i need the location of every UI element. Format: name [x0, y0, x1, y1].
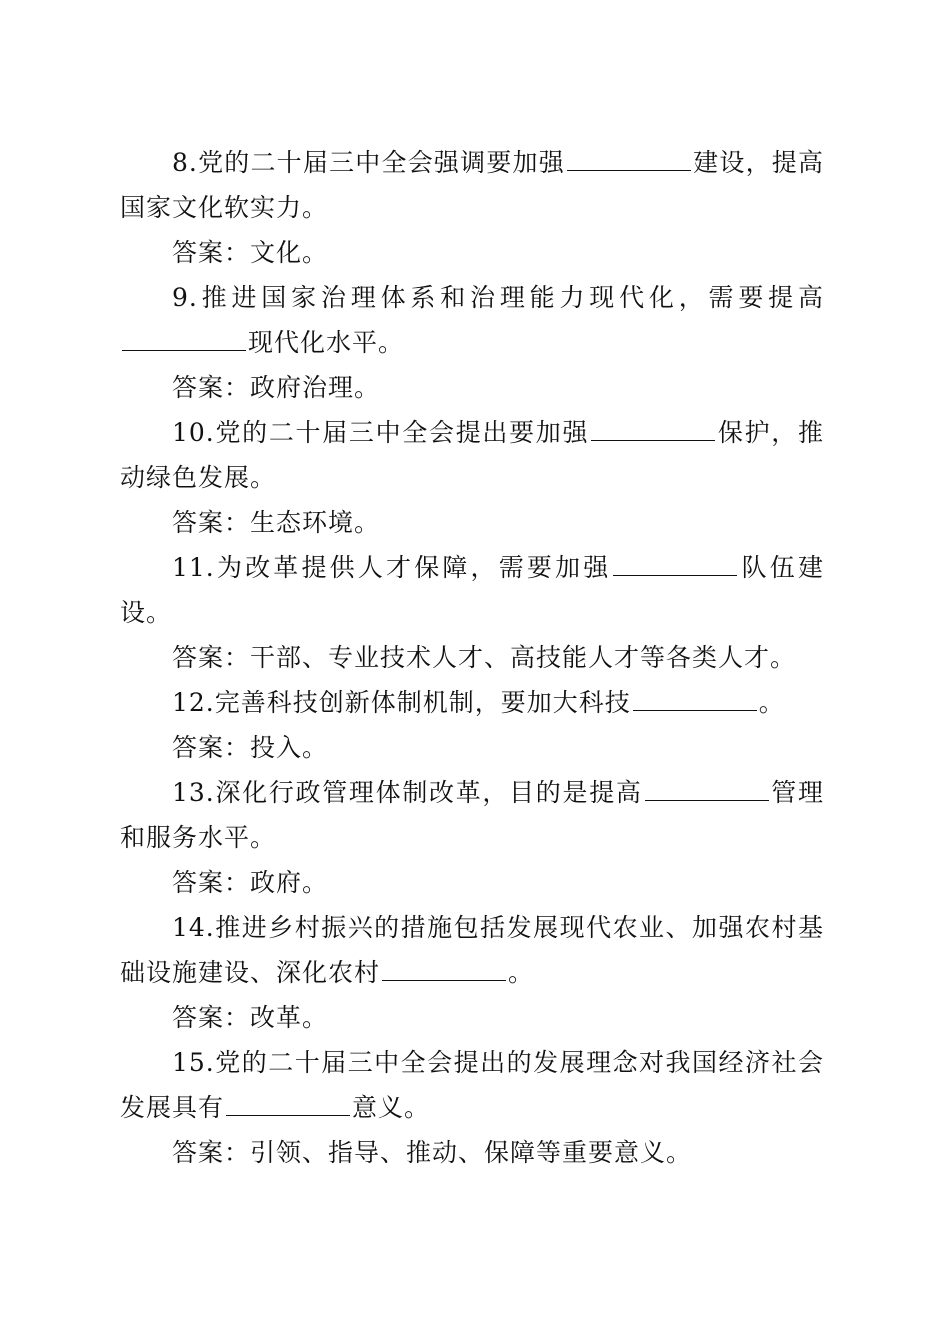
question-number: 12. [172, 688, 215, 717]
answer-blank [122, 326, 246, 351]
question-text-after: 现代化水平。 [248, 328, 405, 357]
question-9 [120, 275, 824, 365]
answer-label: 答案： [172, 508, 251, 537]
answer-14 [120, 995, 824, 1040]
answer-blank [633, 686, 757, 711]
question-number: 15. [172, 1048, 215, 1077]
answer-blank [591, 416, 715, 441]
answer-label: 答案： [172, 868, 251, 897]
question-text-after: 意义。 [352, 1093, 431, 1122]
question-text-before: 党的二十届三中全会强调要加强 [197, 148, 565, 177]
question-number: 11. [172, 553, 215, 582]
answer-blank [567, 146, 691, 171]
answer-text: 政府治理。 [250, 373, 381, 402]
answer-blank [226, 1091, 350, 1116]
answer-12 [120, 725, 824, 770]
answer-15 [120, 1130, 824, 1175]
question-text-before: 深化行政管理体制改革，目的是提高 [214, 778, 643, 807]
question-text-before: 推进国家治理体系和治理能力现代化，需要提高 [197, 283, 824, 312]
answer-10 [120, 500, 824, 545]
answer-9 [120, 365, 824, 410]
question-text-before: 为改革提供人才保障，需要加强 [214, 553, 612, 582]
answer-text: 投入。 [250, 733, 329, 762]
question-15 [120, 1040, 824, 1130]
answer-text: 文化。 [250, 238, 329, 267]
question-number: 9. [172, 283, 198, 312]
question-text-before: 党的二十届三中全会提出要加强 [214, 418, 590, 447]
question-text-before: 完善科技创新体制机制，要加大科技 [214, 688, 631, 717]
question-10 [120, 410, 824, 500]
question-text-after: 。 [758, 688, 785, 717]
question-14 [120, 905, 824, 995]
question-8 [120, 140, 824, 230]
question-13 [120, 770, 824, 860]
answer-13 [120, 860, 824, 905]
answer-label: 答案： [172, 1003, 251, 1032]
answer-text: 干部、专业技术人才、高技能人才等各类人才。 [250, 643, 797, 672]
question-text-after: 保护，推动绿色发展。 [120, 418, 824, 492]
answer-blank [613, 551, 737, 576]
answer-text: 政府。 [250, 868, 329, 897]
document-page [120, 140, 824, 1175]
answer-label: 答案： [172, 1138, 251, 1167]
answer-text: 生态环境。 [250, 508, 381, 537]
question-text-before: 推进乡村振兴的措施包括发展现代农业、加强农村基础设施建设、深化农村 [120, 913, 824, 987]
question-12 [120, 680, 824, 725]
answer-11 [120, 635, 824, 680]
question-number: 8. [172, 148, 198, 177]
question-number: 10. [172, 418, 215, 447]
question-text-after: 队伍建设。 [120, 553, 824, 627]
answer-label: 答案： [172, 238, 251, 267]
answer-blank [645, 776, 769, 801]
answer-text: 改革。 [250, 1003, 329, 1032]
question-11 [120, 545, 824, 635]
answer-label: 答案： [172, 373, 251, 402]
answer-label: 答案： [172, 643, 251, 672]
answer-blank [382, 956, 506, 981]
question-text-before: 党的二十届三中全会提出的发展理念对我国经济社会发展具有 [120, 1048, 824, 1122]
answer-text: 引领、指导、推动、保障等重要意义。 [250, 1138, 693, 1167]
question-text-after: 建设，提高国家文化软实力。 [120, 148, 824, 222]
question-number: 13. [172, 778, 215, 807]
question-number: 14. [172, 913, 215, 942]
answer-8 [120, 230, 824, 275]
question-text-after: 。 [508, 958, 535, 987]
question-text-after: 管理和服务水平。 [120, 778, 824, 852]
answer-label: 答案： [172, 733, 251, 762]
